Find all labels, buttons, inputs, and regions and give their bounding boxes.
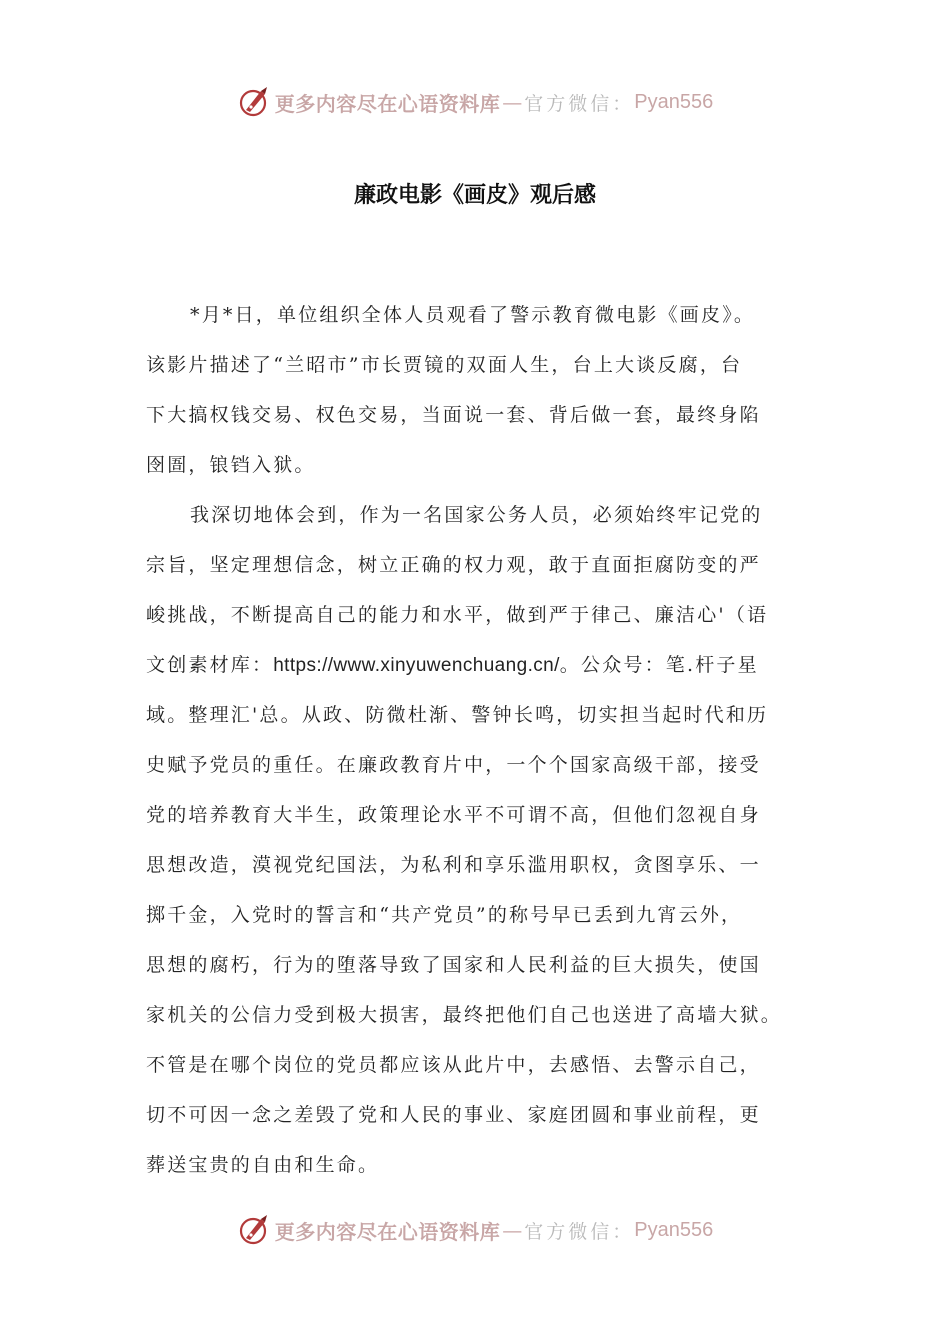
line-prefix: 文创素材库： bbox=[146, 654, 274, 676]
banner-text: 更多内容尽在心语资料库 bbox=[274, 91, 501, 116]
footer-banner bbox=[0, 1210, 950, 1250]
banner-wechat-id: Pyan556 bbox=[634, 1218, 714, 1241]
banner-text: 更多内容尽在心语资料库 bbox=[274, 1219, 501, 1244]
paragraph-line: 思想改造，漠视党纪国法，为私利和享乐滥用职权，贪图享乐、一 bbox=[146, 854, 761, 876]
paragraph-line: 党的培养教育大半生，政策理论水平不可谓不高，但他们忽视自身 bbox=[146, 804, 761, 826]
paragraph-line: 家机关的公信力受到极大损害，最终把他们自己也送进了高墙大狱。 bbox=[146, 1004, 783, 1026]
paragraph-line: 掷千金，入党时的誓言和“共产党员”的称号早已丢到九宵云外， bbox=[146, 904, 743, 926]
source-url-link[interactable]: https://www.xinyuwenchuang.cn/ bbox=[273, 655, 560, 676]
paragraph-line: 宗旨，坚定理想信念，树立正确的权力观，敢于直面拒腐防变的严 bbox=[146, 554, 761, 576]
banner-wechat-label: 官方微信： bbox=[524, 92, 635, 115]
pen-nib-logo-icon bbox=[237, 85, 271, 119]
document-body bbox=[146, 290, 826, 1190]
page-title: 廉政电影《画皮》观后感 bbox=[353, 182, 596, 208]
banner-separator: — bbox=[502, 1218, 523, 1242]
paragraph-line: 该影片描述了“兰昭市”市长贾镜的双面人生，台上大谈反腐，台 bbox=[146, 354, 743, 376]
paragraph-line: 切不可因一念之差毁了党和人民的事业、家庭团圆和事业前程，更 bbox=[146, 1104, 761, 1126]
paragraph-line: *月*日，单位组织全体人员观看了警示教育微电影《画皮》。 bbox=[190, 304, 756, 326]
header-banner bbox=[0, 82, 950, 122]
banner-wechat-label: 官方微信： bbox=[524, 1220, 635, 1243]
paragraph-line: 域。整理汇'总。从政、防微杜渐、警钟长鸣，切实担当起时代和历 bbox=[146, 704, 769, 726]
paragraph-line: 不管是在哪个岗位的党员都应该从此片中，去感悟、去警示自己， bbox=[146, 1054, 761, 1076]
paragraph-line: 我深切地体会到，作为一名国家公务人员，必须始终牢记党的 bbox=[190, 504, 763, 526]
pen-nib-logo-icon bbox=[237, 1213, 271, 1247]
paragraph-line-with-link bbox=[146, 640, 826, 690]
banner-wechat-id: Pyan556 bbox=[634, 90, 714, 113]
banner-separator: — bbox=[502, 90, 523, 114]
paragraph-line: 思想的腐朽，行为的堕落导致了国家和人民利益的巨大损失，使国 bbox=[146, 954, 761, 976]
paragraph-line: 下大搞权钱交易、权色交易，当面说一套、背后做一套，最终身陷 bbox=[146, 404, 761, 426]
line-suffix: 。公众号：笔.杆子星 bbox=[559, 654, 759, 676]
paragraph-line: 囹圄，锒铛入狱。 bbox=[146, 454, 316, 476]
paragraph-line: 史赋予党员的重任。在廉政教育片中，一个个国家高级干部，接受 bbox=[146, 754, 761, 776]
paragraph-line: 葬送宝贵的自由和生命。 bbox=[146, 1154, 380, 1176]
paragraph-line: 峻挑战，不断提高自己的能力和水平，做到严于律己、廉洁心'（语 bbox=[146, 604, 769, 626]
